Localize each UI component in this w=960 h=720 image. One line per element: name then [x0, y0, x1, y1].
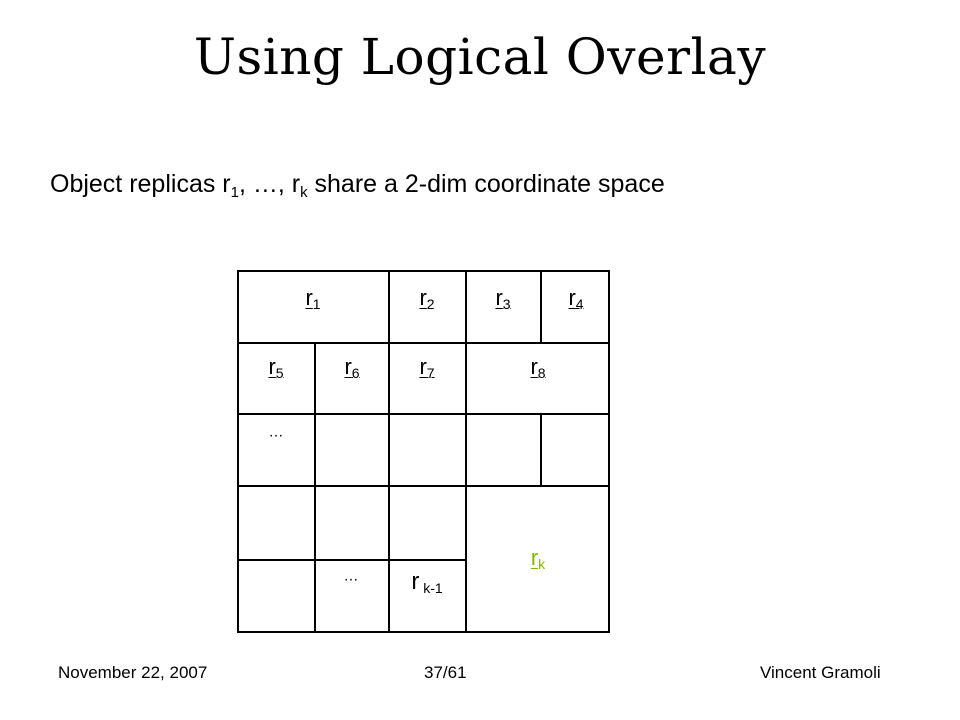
- footer-page-number: 37/61: [424, 663, 467, 682]
- coordinate-grid: [237, 270, 610, 633]
- cell-ellipsis-row5: …: [343, 567, 359, 585]
- subtitle-middle: , …, r: [238, 170, 301, 198]
- cell-r8: $r_8$: [530, 354, 546, 381]
- cell-r5: $r_5$: [268, 354, 284, 381]
- subtitle-prefix: Object replicas r: [50, 170, 231, 198]
- subtitle-suffix: share a 2-dim coordinate space: [307, 170, 665, 198]
- cell-rk: $r_k$: [530, 545, 546, 572]
- cell-r4: $r_4$: [568, 285, 584, 312]
- footer-date: November 22, 2007: [58, 663, 208, 682]
- cell-r6: $r_6$: [344, 354, 360, 381]
- slide-title: Using Logical Overlay: [193, 28, 767, 86]
- subtitle-sub-1: 1: [230, 184, 239, 201]
- cell-r3: $r_3$: [495, 285, 511, 312]
- cell-r7: $r_7$: [419, 354, 435, 381]
- slide-subtitle: [50, 170, 665, 199]
- cell-rk-1: r $_{k-1}$: [411, 568, 443, 596]
- subtitle-sub-k: k: [300, 184, 308, 201]
- cell-ellipsis-row3: …: [268, 423, 284, 441]
- cell-r2: $r_2$: [419, 285, 435, 312]
- cell-r1: $r_1$: [305, 285, 321, 312]
- footer-author: Vincent Gramoli: [760, 663, 881, 682]
